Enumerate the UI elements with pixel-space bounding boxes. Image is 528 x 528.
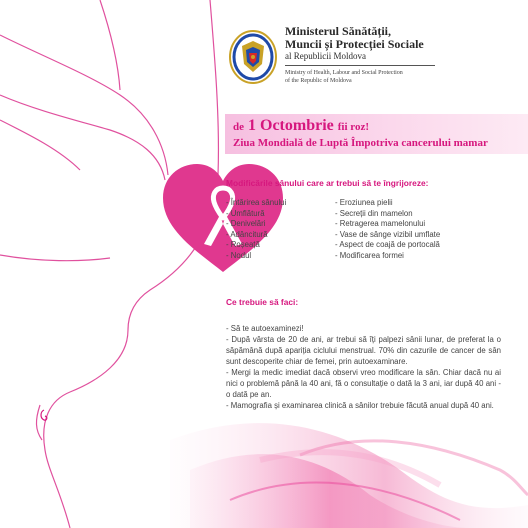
list-item: - Mamografia și examinarea clinică a sânilor trebuie făcută anual după 40 ani.: [226, 401, 494, 410]
list-item: - Secreții din mamelon: [335, 208, 413, 218]
symptoms-left-list: [226, 198, 286, 262]
ministry-divider: [285, 65, 435, 66]
moldova-coat-of-arms-icon: [228, 28, 278, 86]
symptoms-right-list: [335, 198, 440, 262]
list-item: - Modificarea formei: [335, 250, 404, 260]
ministry-english-line2: of the Republic of Moldova: [285, 78, 352, 84]
banner-prefix: de: [233, 121, 244, 133]
ministry-name-line3: al Republicii Moldova: [285, 51, 366, 61]
symptoms-title: Modificările sânului care ar trebui să te îngrijoreze:: [226, 178, 429, 188]
list-item: - Retragerea mamelonului: [335, 219, 426, 229]
list-item: - Aspect de coajă de portocală: [335, 240, 440, 250]
pink-swooshes: [170, 423, 528, 528]
ministry-english-line1: Ministry of Health, Labour and Social Protection: [285, 70, 403, 76]
banner-tagline: fii roz!: [337, 121, 370, 133]
list-item: - Mergi la medic imediat dacă observi vreo modificare la sân. Chiar dacă nu ai nici o problemă până la 40 ani, fă o consultație o dată la 3 ani, iar după 40 ani - o dată pe an.: [226, 368, 501, 399]
banner-date: 1 Octombrie: [248, 117, 334, 134]
ministry-name-line1: Ministerul Sănătății,: [285, 24, 392, 38]
advice-list: [226, 323, 501, 411]
list-item: - Eroziunea pielii: [335, 198, 393, 207]
advice-title: Ce trebuie să faci:: [226, 297, 299, 307]
list-item: - Nodul: [226, 250, 252, 260]
list-item: - Adâncitură: [226, 229, 268, 239]
list-item: - Umflătură: [226, 208, 265, 218]
list-item: - Roșeață: [226, 240, 260, 250]
ministry-header: [285, 25, 485, 85]
banner-headline: [233, 117, 369, 135]
list-item: - Întărirea sânului: [226, 198, 287, 207]
list-item: - Denivelări: [226, 219, 266, 229]
ministry-name-line2: Muncii și Protecției Sociale: [285, 37, 424, 51]
list-item: - Vase de sânge vizibil umflate: [335, 229, 441, 239]
campaign-banner: [225, 114, 528, 154]
list-item: - Să te autoexaminezi!: [226, 324, 304, 333]
banner-subtitle: Ziua Mondială de Luptă Împotriva cancerului mamar: [233, 137, 488, 149]
list-item: - După vârsta de 20 de ani, ar trebui să îți palpezi sânii lunar, de preferat la o săpămână după apariția ciclului menstrual. 70% din cazurile de cancer de sân sunt descoperite chiar de femei, prin autoexaminare.: [226, 335, 501, 366]
